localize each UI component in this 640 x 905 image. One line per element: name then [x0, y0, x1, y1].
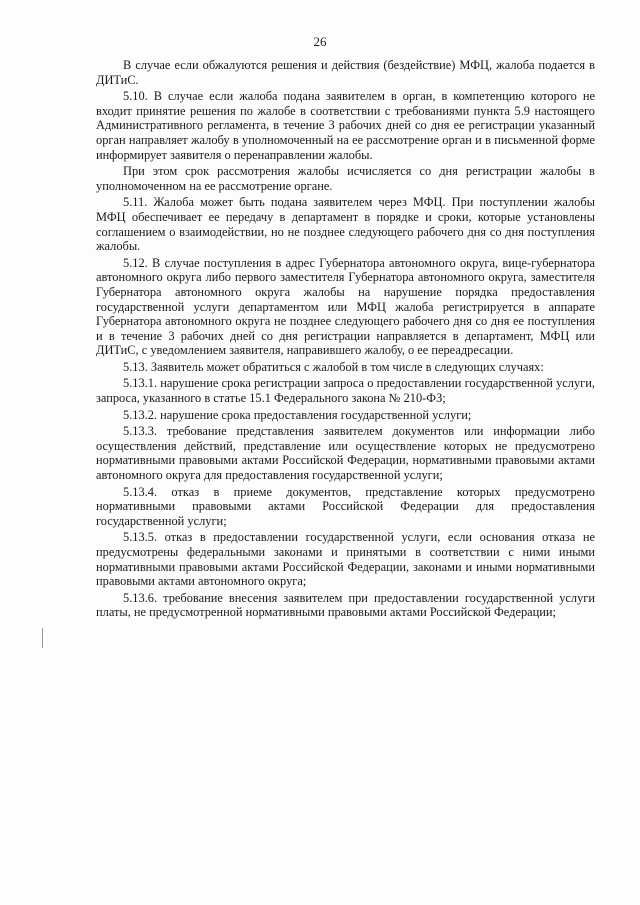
document-body	[96, 58, 595, 622]
paragraph-5-10: 5.10. В случае если жалоба подана заявителем в орган, в компетенцию которого не входит принятие решения по жалобе в соответствии с требованиями пункта 5.9 настоящего Административного регламента, в течение 3 рабочих дней со дня ее регистрации указанный орган направляет жалобу в уполномоченный на ее рассмотрение орган и в письменной форме информирует заявителя о перенаправлении жалобы.	[96, 89, 595, 162]
paragraph-mfc-complaint: В случае если обжалуются решения и действия (бездействие) МФЦ, жалоба подается в ДИТиС.	[96, 58, 595, 87]
paragraph-5-13: 5.13. Заявитель может обратиться с жалобой в том числе в следующих случаях:	[123, 359, 544, 374]
paragraph-5-13-5: 5.13.5. отказ в предоставлении государственной услуги, если основания отказа не предусмотрены федеральными законами и принятыми в соответствии с ними иными нормативными правовыми актами Российской Федерации, законами и иными нормативными правовыми актами автономного округа;	[96, 530, 595, 589]
paragraph-5-13-3: 5.13.3. требование представления заявителем документов или информации либо осуществления действий, представление или осуществление которых не предусмотрено нормативными правовыми актами Российской Федерации, нормативными правовыми актами автономного округа для предоставления государственной услуги;	[96, 424, 595, 483]
paragraph-term-calculation: При этом срок рассмотрения жалобы исчисляется со дня регистрации жалобы в уполномоченном на ее рассмотрение органе.	[96, 164, 595, 193]
paragraph-5-13-1: 5.13.1. нарушение срока регистрации запроса о предоставлении государственной услуги, запроса, указанного в статье 15.1 Федерального закона № 210-ФЗ;	[96, 376, 595, 406]
paragraph-5-13-2: 5.13.2. нарушение срока предоставления государственной услуги;	[123, 407, 472, 422]
paragraph-5-11: 5.11. Жалоба может быть подана заявителем через МФЦ. При поступлении жалобы МФЦ обеспечивает ее передачу в департамент в порядке и сроки, которые установлены соглашением о взаимодействии, но не позднее следующего рабочего дня со дня поступления жалобы.	[96, 195, 595, 254]
page-number: 26	[313, 34, 327, 49]
paragraph-5-12: 5.12. В случае поступления в адрес Губернатора автономного округа, вице-губернатора автономного округа либо первого заместителя Губернатора автономного округа, заместителя Губернатора автономного округа жалобы на нарушение порядка предоставления государственной услуги департаментом или МФЦ жалоба регистрируется в аппарате Губернатора автономного округа не позднее следующего рабочего дня со дня ее поступления и в течение 3 рабочих дней со дня регистрации направляется в департамент, МФЦ или ДИТиС, с уведомлением заявителя, направившего жалобу, о ее переадресации.	[96, 255, 595, 358]
paragraph-5-13-4: 5.13.4. отказ в приеме документов, представление которых предусмотрено нормативными правовыми актами Российской Федерации для предоставления государственной услуги;	[96, 484, 595, 528]
paragraph-5-13-6: 5.13.6. требование внесения заявителем при предоставлении государственной услуги платы, не предусмотренной нормативными правовыми актами Российской Федерации;	[96, 590, 595, 620]
scan-artifact-mark	[42, 628, 43, 648]
